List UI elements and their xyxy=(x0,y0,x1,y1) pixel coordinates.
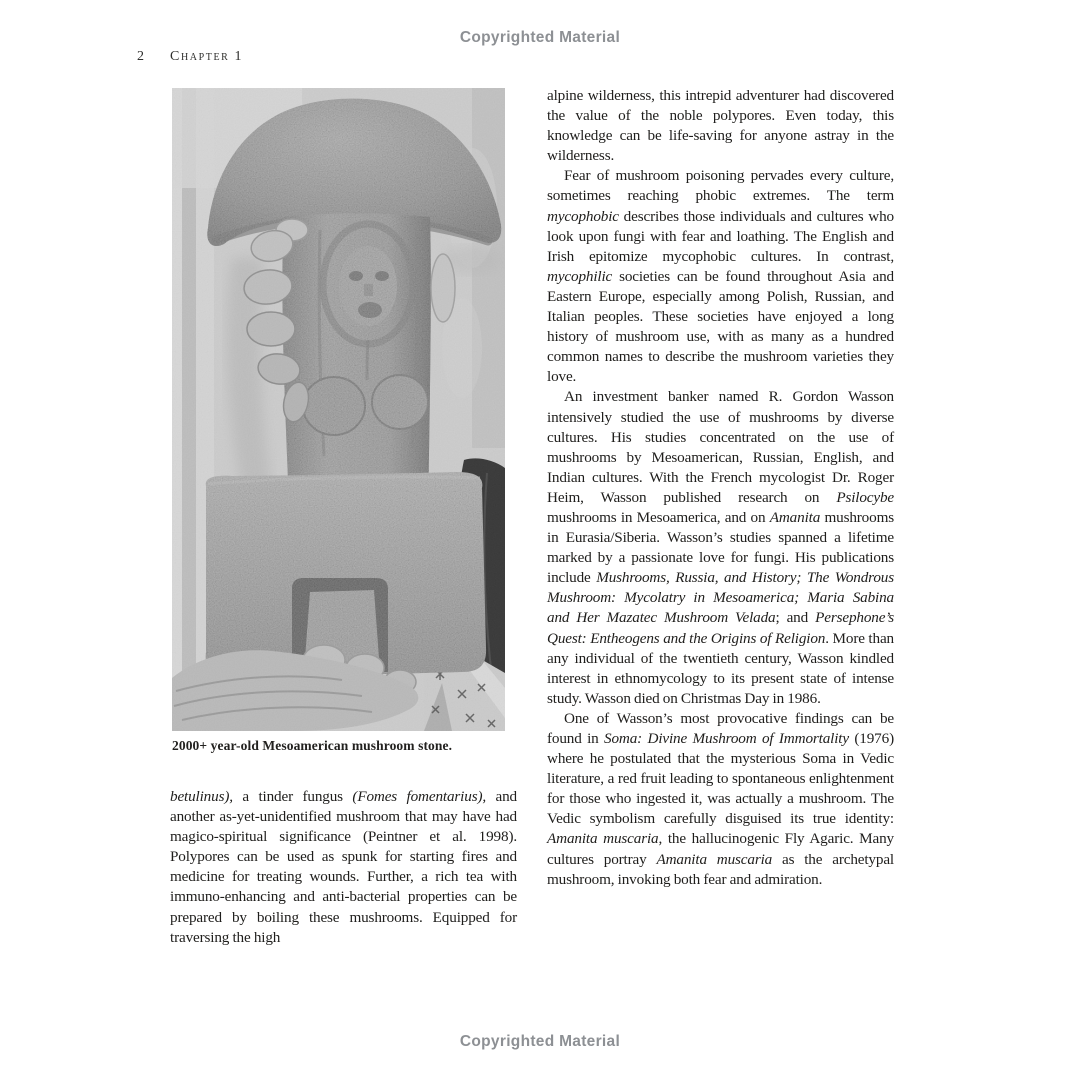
paragraph: One of Wasson’s most provocative findings can be found in Soma: Divine Mushroom of Immortality (1976) where he postulated that the mysterious Soma in Vedic literature, a red fruit leading to spontaneous enlightenment for those who ingested it, was actually a mushroom. The Vedic symbolism carefully disguised its true identity: Amanita muscaria, the hallucinogenic Fly Agaric. Many cultures portray Amanita muscaria as the archetypal mushroom, invoking both fear and admiration. xyxy=(547,709,894,888)
copyright-notice-bottom: Copyrighted Material xyxy=(459,1033,621,1050)
figure-caption: 2000+ year-old Mesoamerican mushroom stone. xyxy=(172,738,453,753)
paragraph: Fear of mushroom poisoning pervades every culture, sometimes reaching phobic extremes. The term mycophobic describes those individuals and cultures who look upon fungi with fear and loathing. The English and Irish epitomize mycophobic cultures. In contrast, mycophilic societies can be found throughout Asia and Eastern Europe, especially among Polish, Russian, and Italian peoples. These societies have enjoyed a long history of mushroom use, with as many as a hundred common names to describe the mushroom varieties they love. xyxy=(547,167,894,386)
copyright-notice-top: Copyrighted Material xyxy=(459,29,621,46)
mushroom-stone-photo xyxy=(172,88,505,731)
running-head xyxy=(137,49,243,65)
paragraph: betulinus), a tinder fungus (Fomes fomentarius), and another as-yet-unidentified mushroom that may have had magico-spiritual significance (Peintner et al. 1998). Polypores can be used as spunk for starting fires and medicine for treating wounds. Further, a rich tea with immuno-enhancing and anti-bacterial properties can be prepared by boiling these mushrooms. Equipped for traversing the high xyxy=(170,788,517,946)
left-column xyxy=(170,787,517,948)
right-column xyxy=(547,86,894,890)
page-number: 2 xyxy=(137,49,144,64)
paragraph: An investment banker named R. Gordon Wasson intensively studied the use of mushrooms by diverse cultures. His studies concentrated on the use of mushrooms by Mesoamerican, Russian, English, and Indian cultures. With the French mycologist Dr. Roger Heim, Wasson published research on Psilocybe mushrooms in Mesoamerica, and on Amanita mushrooms in Eurasia/Siberia. Wasson’s studies spanned a lifetime marked by a passionate love for fungi. His publications include Mushrooms, Russia, and History; The Wondrous Mushroom: Mycolatry in Mesoamerica; Maria Sabina and Her Mazatec Mushroom Velada; and Persephone’s Quest: Entheogens and the Origins of Religion. More than any individual of the twentieth century, Wasson kindled interest in ethnomycology to its present state of intense study. Wasson died on Christmas Day in 1986. xyxy=(547,388,895,707)
paragraph: alpine wilderness, this intrepid adventurer had discovered the value of the noble polypores. Even today, this knowledge can be life-saving for anyone astray in the wilderness. xyxy=(547,87,894,165)
figure xyxy=(172,88,505,754)
chapter-heading: Chapter 1 xyxy=(170,49,244,64)
